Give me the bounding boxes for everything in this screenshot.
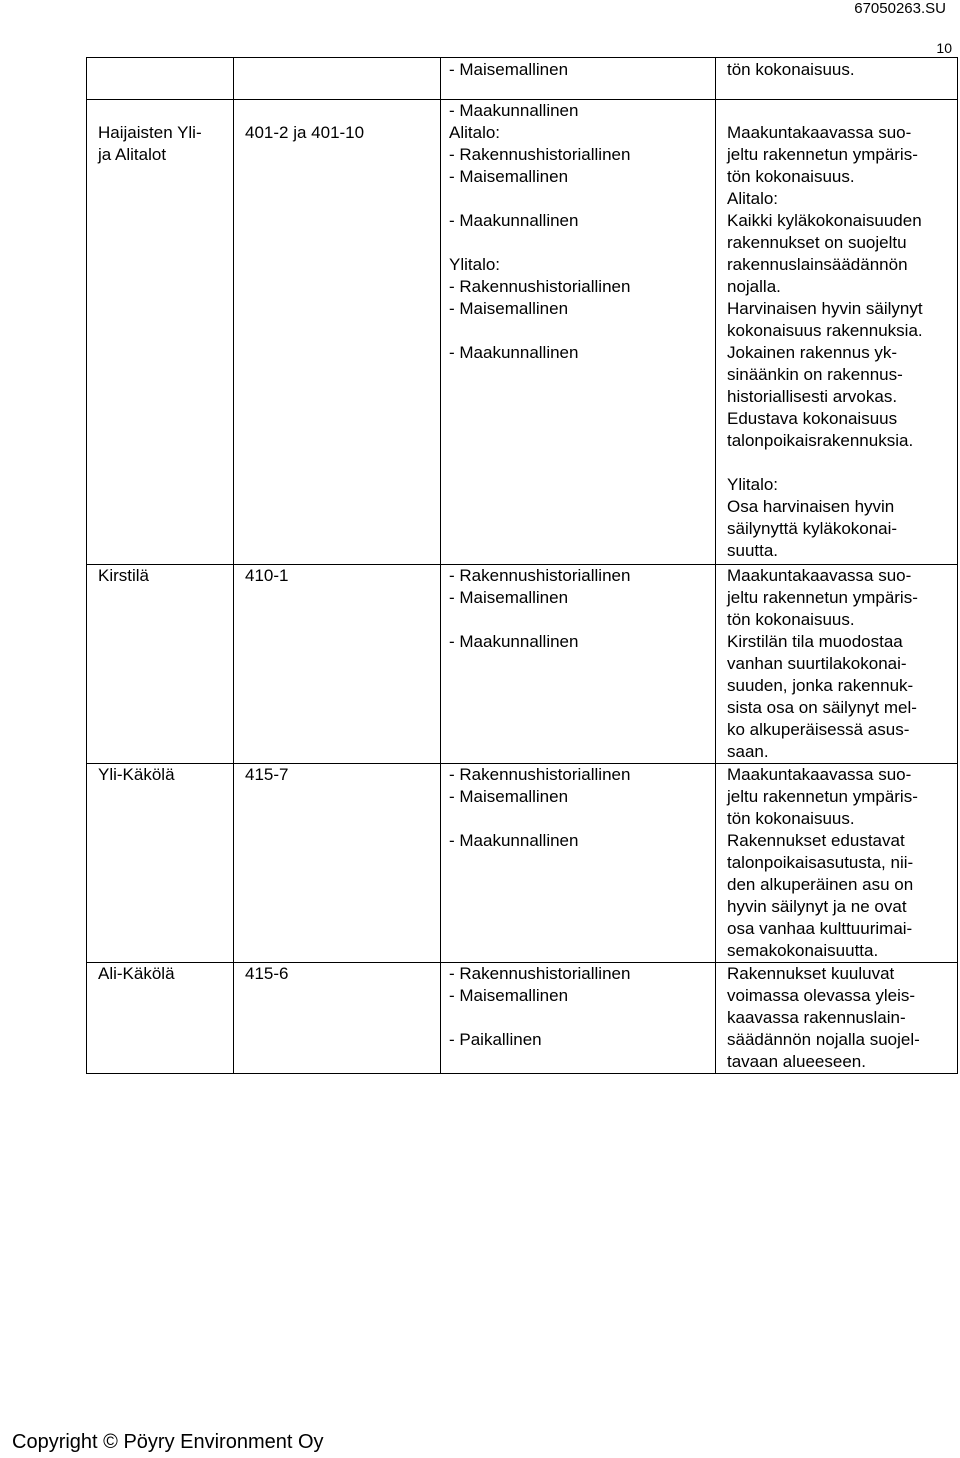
site-number-cell: 401-2 ja 401-10 <box>234 100 441 565</box>
site-name-cell: Ali-Käkölä <box>87 963 234 1074</box>
table-row <box>87 100 958 565</box>
table-row <box>87 963 958 1074</box>
table-row <box>87 565 958 764</box>
description-cell: Maakuntakaavassa suo- jeltu rakennetun ympäris- tön kokonaisuus. Rakennukset edustavat talonpoikaisasutusta, nii- den alkuperäinen asu on hyvin säilynyt ja ne ovat osa vanhaa kulttuurimai- semakokonaisuutta. <box>716 764 958 963</box>
values-cell: - Rakennushistoriallinen - Maisemallinen - Paikallinen <box>441 963 716 1074</box>
table-row <box>87 58 958 100</box>
heritage-sites-table <box>86 57 958 1074</box>
site-name-cell: Yli-Käkölä <box>87 764 234 963</box>
site-name-cell: Haijaisten Yli- ja Alitalot <box>87 100 234 565</box>
site-number-cell <box>234 58 441 100</box>
values-cell: - Maisemallinen <box>441 58 716 100</box>
document-id: 67050263.SU <box>854 0 946 17</box>
values-cell: - Rakennushistoriallinen - Maisemallinen - Maakunnallinen <box>441 764 716 963</box>
site-number-cell: 410-1 <box>234 565 441 764</box>
description-cell: Maakuntakaavassa suo- jeltu rakennetun ympäris- tön kokonaisuus. Alitalo: Kaikki kyläkokonaisuuden rakennukset on suojeltu rakennuslainsäädännön nojalla. Harvinaisen hyvin säilynyt kokonaisuus rakennuksia. Jokainen rakennus yk- sinäänkin on rakennus- historiallisesti arvokas. Edustava kokonaisuus talonpoikaisrakennuksia. Ylitalo: Osa harvinaisen hyvin säilynyttä kyläkokonai- suutta. <box>716 100 958 565</box>
copyright-footer: Copyright © Pöyry Environment Oy <box>12 1431 324 1453</box>
values-cell: - Rakennushistoriallinen - Maisemallinen - Maakunnallinen <box>441 565 716 764</box>
description-cell: tön kokonaisuus. <box>716 58 958 100</box>
site-number-cell: 415-6 <box>234 963 441 1074</box>
site-name-cell: Kirstilä <box>87 565 234 764</box>
site-number-cell: 415-7 <box>234 764 441 963</box>
site-name-cell <box>87 58 234 100</box>
table-row <box>87 764 958 963</box>
page-number: 10 <box>936 40 952 56</box>
values-cell: - Maakunnallinen Alitalo: - Rakennushistoriallinen - Maisemallinen - Maakunnallinen Ylitalo: - Rakennushistoriallinen - Maisemallinen - Maakunnallinen <box>441 100 716 565</box>
description-cell: Rakennukset kuuluvat voimassa olevassa yleis- kaavassa rakennuslain- säädännön nojalla suojel- tavaan alueeseen. <box>716 963 958 1074</box>
description-cell: Maakuntakaavassa suo- jeltu rakennetun ympäris- tön kokonaisuus. Kirstilän tila muodostaa vanhan suurtilakokonai- suuden, jonka rakennuk- sista osa on säilynyt mel- ko alkuperäisessä asus- saan. <box>716 565 958 764</box>
